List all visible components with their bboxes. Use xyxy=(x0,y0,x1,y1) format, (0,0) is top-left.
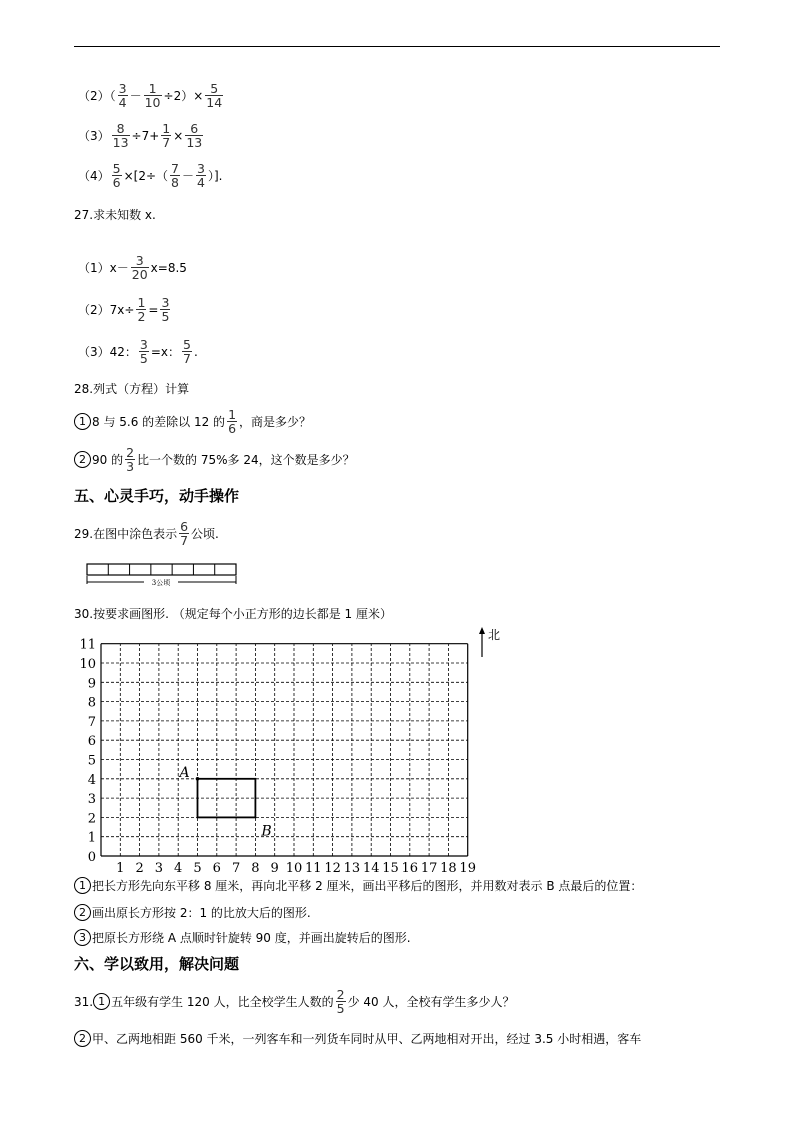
q27-item-1 xyxy=(78,254,187,281)
circled-number: 2 xyxy=(74,904,91,921)
y-tick-label: 8 xyxy=(87,695,96,711)
fraction: $\frac{2}{3}$ xyxy=(126,445,135,474)
x-tick-label: 17 xyxy=(420,861,438,874)
rectangle-shape xyxy=(178,765,272,840)
y-tick-label: 6 xyxy=(87,734,96,750)
hectare-bar[interactable] xyxy=(86,562,238,586)
item-prefix: （4） xyxy=(78,169,110,183)
question-text: 把原长方形绕 A 点顺时针旋转 90 度，并画出旋转后的图形. xyxy=(92,931,411,945)
y-tick-label: 10 xyxy=(79,657,96,672)
y-tick-label: 0 xyxy=(87,850,96,865)
fraction: $\frac{3}{20}$ xyxy=(131,253,148,282)
north-indicator xyxy=(476,625,516,659)
operator: × xyxy=(173,128,184,143)
section-heading: 五、心灵手巧，动手操作 xyxy=(74,487,240,505)
x-tick-label: 15 xyxy=(382,861,399,874)
q30-title: 30.按要求画图形. （规定每个小正方形的边长都是 1 厘米） xyxy=(74,607,392,621)
question-text: 90 的 xyxy=(92,453,124,467)
y-tick-label: 5 xyxy=(87,753,96,769)
circled-number: 2 xyxy=(74,451,91,468)
x-tick-label: 5 xyxy=(193,861,202,874)
circled-number: 1 xyxy=(74,413,91,430)
question-text: 把长方形先向东平移 8 厘米，再向北平移 2 厘米，画出平移后的图形，并用数对表示 B 点最后的位置： xyxy=(92,879,643,893)
item-prefix: （1）x－ xyxy=(78,261,129,275)
q26-item-4 xyxy=(78,162,222,189)
section-heading: 六、学以致用，解决问题 xyxy=(74,955,240,973)
operator: － xyxy=(181,169,194,183)
north-label: 北 xyxy=(488,628,501,642)
fraction: $\frac{5}{14}$ xyxy=(206,81,223,110)
q27-title: 27.求未知数 x. xyxy=(74,208,156,222)
q27-item-2 xyxy=(78,296,172,323)
item-prefix: （3）42： xyxy=(78,345,137,359)
x-tick-label: 2 xyxy=(135,861,144,874)
y-tick-label: 2 xyxy=(87,811,96,827)
circled-number: 1 xyxy=(74,877,91,894)
question-text: 29.在图中涂色表示 xyxy=(74,527,178,541)
y-tick-label: 7 xyxy=(87,714,96,730)
operator: . xyxy=(193,344,198,359)
item-prefix: （2）（ xyxy=(78,89,116,103)
equation-text: x=8.5 xyxy=(150,260,187,275)
question-number: 31. xyxy=(74,994,94,1009)
fraction: $\frac{3}{4}$ xyxy=(197,161,205,190)
fraction: $\frac{3}{5}$ xyxy=(161,295,170,324)
operator: ）]. xyxy=(207,169,223,183)
x-tick-label: 9 xyxy=(270,861,279,874)
operator: ×[2÷（ xyxy=(123,169,169,183)
operator: － xyxy=(129,89,142,103)
q26-item-2 xyxy=(78,82,225,109)
q31-item-2 xyxy=(74,1030,641,1047)
q27-item-3 xyxy=(78,338,198,365)
y-tick-label: 9 xyxy=(87,676,96,692)
question-text: 公顷. xyxy=(191,527,219,541)
operator: ÷2）× xyxy=(163,89,204,103)
header-rule xyxy=(74,46,720,47)
x-tick-label: 16 xyxy=(401,861,419,874)
fraction: $\frac{8}{13}$ xyxy=(112,121,129,150)
x-tick-label: 3 xyxy=(154,861,164,874)
x-tick-label: 13 xyxy=(343,861,361,874)
question-text: 五年级有学生 120 人，比全校学生人数的 xyxy=(111,995,334,1009)
q30-step-2 xyxy=(74,904,311,921)
fraction: $\frac{7}{8}$ xyxy=(171,161,179,190)
bar-label: 3公顷 xyxy=(151,579,171,586)
circled-number: 2 xyxy=(74,1030,91,1047)
x-tick-label: 8 xyxy=(251,861,260,874)
q30-step-1 xyxy=(74,877,642,894)
y-tick-label: 3 xyxy=(87,792,96,808)
x-tick-label: 12 xyxy=(324,861,341,874)
question-text: ，商是多少？ xyxy=(239,415,312,429)
question-text: 8 与 5.6 的差除以 12 的 xyxy=(92,415,226,429)
x-tick-label: 14 xyxy=(362,861,380,874)
x-tick-label: 19 xyxy=(459,861,476,874)
question-text: 比一个数的 75%多 24，这个数是多少？ xyxy=(137,453,355,467)
item-prefix: （2）7x÷ xyxy=(78,303,135,317)
circled-number: 3 xyxy=(74,929,91,946)
question-text: 甲、乙两地相距 560 千米，一列客车和一列货车同时从甲、乙两地相对开出，经过 3.5 小时相遇，客车 xyxy=(92,1032,642,1046)
fraction: $\frac{3}{5}$ xyxy=(139,337,148,366)
q28-item-2 xyxy=(74,446,355,473)
grid-lines xyxy=(101,644,468,856)
fraction: $\frac{3}{4}$ xyxy=(118,81,127,110)
operator: ÷7+ xyxy=(131,128,160,143)
y-tick-label: 1 xyxy=(87,830,96,846)
north-arrow-icon xyxy=(479,627,485,634)
point-a xyxy=(196,777,200,781)
label-b: B xyxy=(261,823,272,840)
grid-labels xyxy=(79,638,476,874)
fraction: $\frac{5}{7}$ xyxy=(183,337,191,366)
bar-outline xyxy=(87,564,236,575)
y-tick-label: 11 xyxy=(79,637,96,653)
operator: = xyxy=(148,302,159,317)
q29-text xyxy=(74,520,219,547)
q28-item-1 xyxy=(74,408,311,435)
fraction: $\frac{1}{7}$ xyxy=(162,121,171,150)
x-tick-label: 11 xyxy=(305,861,322,874)
x-tick-label: 6 xyxy=(212,861,221,874)
x-tick-label: 18 xyxy=(440,861,457,874)
fraction: $\frac{5}{6}$ xyxy=(112,161,121,190)
q26-item-3 xyxy=(78,122,205,149)
circled-number: 1 xyxy=(93,993,110,1010)
coordinate-grid[interactable] xyxy=(74,628,514,874)
operator: =x： xyxy=(150,345,181,359)
y-tick-label: 4 xyxy=(87,772,96,788)
fraction: $\frac{1}{10}$ xyxy=(144,81,161,110)
bar-divisions xyxy=(108,564,214,575)
fraction: $\frac{1}{6}$ xyxy=(228,407,237,436)
item-prefix: （3） xyxy=(78,129,110,143)
q30-step-3 xyxy=(74,929,411,946)
x-tick-label: 7 xyxy=(231,861,241,874)
question-text: 少 40 人，全校有学生多少人？ xyxy=(347,995,515,1009)
fraction: $\frac{6}{7}$ xyxy=(180,519,189,548)
x-tick-label: 10 xyxy=(285,861,303,874)
x-tick-label: 4 xyxy=(174,861,183,874)
label-a: A xyxy=(179,764,190,781)
fraction: $\frac{6}{13}$ xyxy=(186,121,203,150)
question-text: 画出原长方形按 2：1 的比放大后的图形. xyxy=(92,906,311,920)
q28-title: 28.列式（方程）计算 xyxy=(74,382,190,396)
x-tick-label: 1 xyxy=(116,861,125,874)
fraction: $\frac{2}{5}$ xyxy=(336,987,345,1016)
q31-item-1 xyxy=(74,988,515,1015)
fraction: $\frac{1}{2}$ xyxy=(137,295,146,324)
